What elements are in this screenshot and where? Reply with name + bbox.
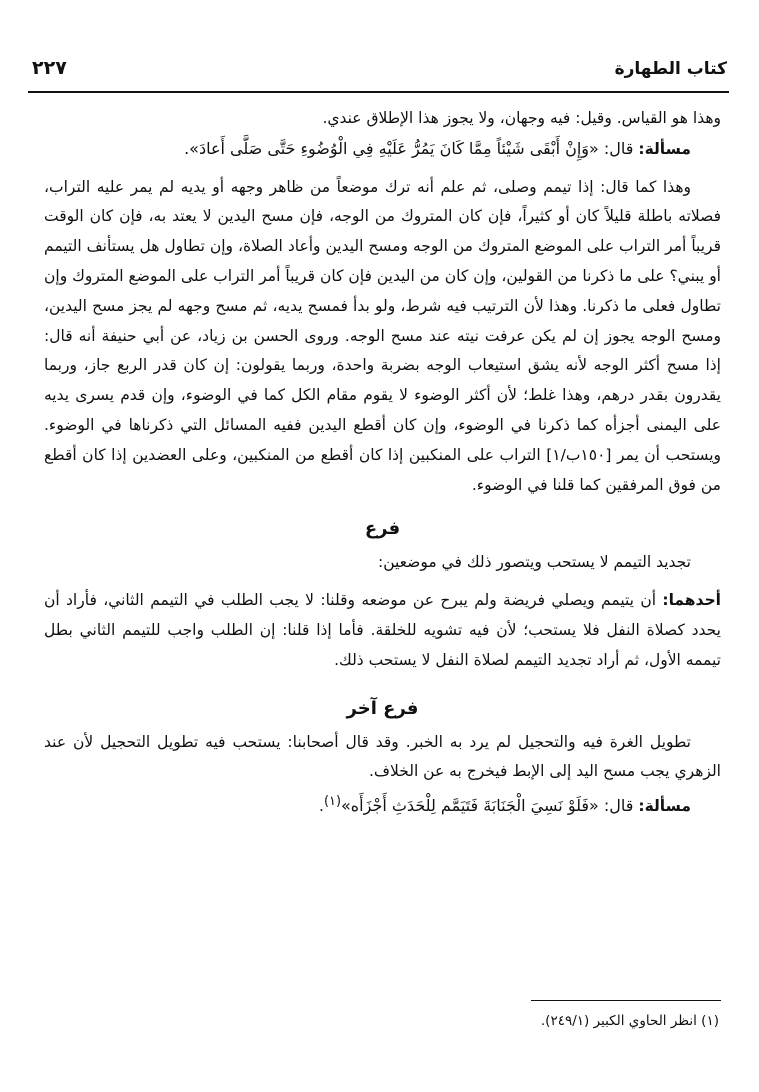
masala-text: قال: «فَلَوْ نَسِيَ الْجَنَابَةَ فَتَيَمَّم لِلْحَدَثِ أَجْزَأَه» <box>341 796 634 816</box>
page-number: ٢٢٧ <box>32 57 67 79</box>
masala-label: مسألة: <box>638 139 691 158</box>
footnote: (١) انظر الحاوي الكبير (٢٤٩/١). <box>540 1013 719 1029</box>
section-heading-far-akhar: فرع آخر <box>346 697 419 719</box>
running-header <box>28 55 727 89</box>
first-case-text: أن يتيمم ويصلي فريضة ولم يبرح عن موضعه وقلنا: لا يجب الطلب في التيمم الثاني، فأراد أن يحدد كصلاة النفل فلا يستحب؛ لأن فيه تشويه للخلقة. فأما إذا قلنا: إن الطلب واجب للتيمم الثاني بطل تيممه الأول، ثم أراد تجديد التيمم لصلاة النفل لا يستحب ذلك. <box>44 591 721 669</box>
first-case-label: أحدهما: <box>662 591 721 610</box>
paragraph-qiyas: وهذا هو القياس. وقيل: فيه وجهان، ولا يجوز هذا الإطلاق عندي. <box>322 109 721 127</box>
section-heading-far: فرع <box>364 518 401 540</box>
footnote-divider <box>531 1000 721 1001</box>
far-akhar-text: تطويل الغرة فيه والتحجيل لم يرد به الخبر. وقد قال أصحابنا: يستحب فيه تطويل التحجيل لأن عند الزهري يجب مسح اليد إلى الإبط فيخرج به عن الخلاف. <box>44 732 721 781</box>
masala-2 <box>44 787 721 822</box>
footnote-reference: (١) <box>323 794 341 810</box>
masala-end: . <box>319 797 324 816</box>
header-divider <box>28 91 729 93</box>
masala-text: قال: «وَإِنْ أَبْقَى شَيْئاً مِمَّا كَانَ يَمُرُّ عَلَيْهِ فِي الْوُضُوءِ حَتَّى صَلَّى أَعادَ». <box>184 138 634 158</box>
masala-label: مسألة: <box>638 797 691 816</box>
chapter-title: كتاب الطهارة <box>614 59 727 79</box>
paragraph-explanation: وهذا كما قال: إذا تيمم وصلى، ثم علم أنه ترك موضعاً من ظاهر وجهه أو يديه لم يمر عليه التراب، فصلاته باطلة قليلاً كان أو كثيراً، فإن كان المتروك من الوجه، فإن مسح اليدين لا يعتد به، فإن كان الوقت قريباً أمر التراب على الموضع المتروك من الوجه ومسح اليدين وأعاد الصلاة، وإن تطاول هل يستأنف التيمم أو يبني؟ على ما ذكرنا من القولين، وإن كان من اليدين فإن كان قريباً أمر التراب على الموضع المتروك وإن تطاول فعلى ما ذكرنا. وهذا لأن الترتيب فيه شرط، ولو بدأ فمسح يديه، ثم مسح وجهه لم يجز مسح اليدين، ومسح الوجه يجوز إن لم يكن عرفت نيته عند مسح الوجه. وروى الحسن بن زياد، عن أبي حنيفة أنه قال: إذا مسح أكثر الوجه لأنه يشق استيعاب الوجه بضربة واحدة، وربما يقولون: إن كان قدر الربع جاز، وربما يقدرون بقدر درهم، وهذا غلط؛ لأن أكثر الوضوء لا يقوم مقام الكل كما في الوضوء، وإن قدم يسرى يديه على اليمنى أجزأه كما ذكرنا في الوضوء، وإن كان أقطع اليدين ففيه المسائل التي ذكرناها في الوضوء. ويستحب أن يمر [١٥٠ب/١] التراب على المنكبين إذا كان أقطع من المنكبين، وعلى العضدين إذا كان أقطع من فوق المرفقين كما قلنا في الوضوء. <box>44 177 722 494</box>
main-text <box>44 104 721 822</box>
far-first-case <box>44 586 721 675</box>
far-intro: تجديد التيمم لا يستحب ويتصور ذلك في موضعين: <box>377 553 691 572</box>
masala-1 <box>44 134 721 165</box>
